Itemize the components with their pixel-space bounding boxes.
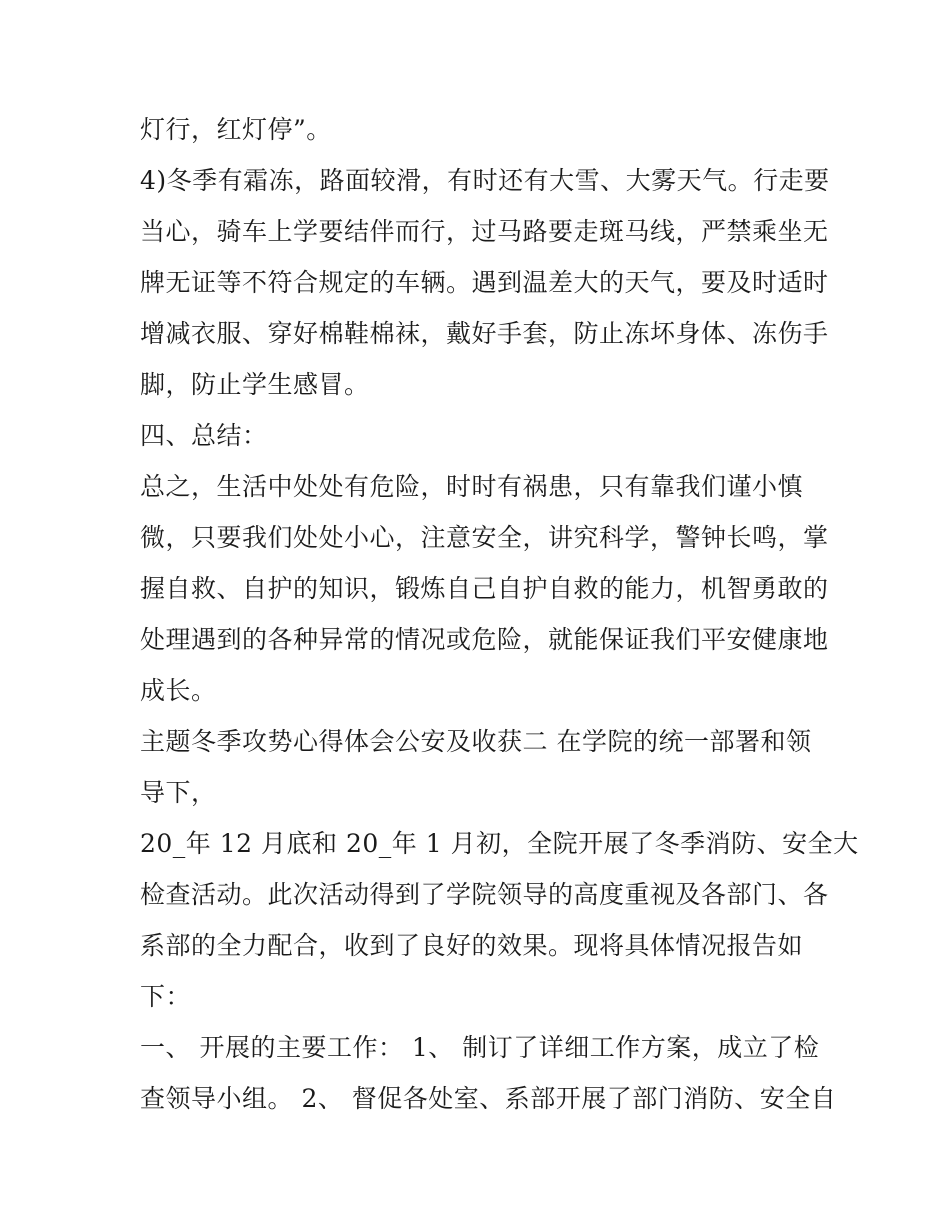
text-line: 查领导小组。 2、 督促各处室、系部开展了部门消防、安全自 — [140, 1084, 837, 1113]
text-line: 系部的全力配合，收到了良好的效果。现将具体情况报告如 — [140, 931, 804, 960]
section-heading: 四、总结： — [140, 421, 268, 450]
text-line: 当心，骑车上学要结伴而行，过马路要走斑马线，严禁乘坐无 — [140, 217, 829, 246]
text-line: 20_年 12 月底和 20_年 1 月初，全院开展了冬季消防、安全大 — [140, 829, 859, 858]
text-line: 4)冬季有霜冻，路面较滑，有时还有大雪、大雾天气。行走要 — [140, 166, 830, 195]
text-line: 握自救、自护的知识，锻炼自己自护自救的能力，机智勇敢的 — [140, 574, 829, 603]
text-line: 脚，防止学生感冒。 — [140, 370, 370, 399]
text-line: 下： — [140, 982, 192, 1011]
text-line: 总之，生活中处处有危险，时时有祸患，只有靠我们谨小慎 — [140, 472, 804, 501]
document-body — [140, 104, 859, 1124]
text-line: 处理遇到的各种异常的情况或危险，就能保证我们平安健康地 — [140, 625, 829, 654]
text-line: 成长。 — [140, 676, 217, 705]
text-line: 微，只要我们处处小心，注意安全，讲究科学，警钟长鸣，掌 — [140, 523, 829, 552]
text-line: 牌无证等不符合规定的车辆。遇到温差大的天气，要及时适时 — [140, 268, 829, 297]
text-line: 灯行，红灯停”。 — [140, 115, 332, 144]
text-line: 主题冬季攻势心得体会公安及收获二 在学院的统一部署和领 — [140, 727, 812, 756]
text-line: 一、 开展的主要工作： 1、 制订了详细工作方案，成立了检 — [140, 1033, 820, 1062]
text-line: 检查活动。此次活动得到了学院领导的高度重视及各部门、各 — [140, 880, 829, 909]
text-line: 增减衣服、穿好棉鞋棉袜，戴好手套，防止冻坏身体、冻伤手 — [140, 319, 829, 348]
text-line: 导下， — [140, 778, 217, 807]
